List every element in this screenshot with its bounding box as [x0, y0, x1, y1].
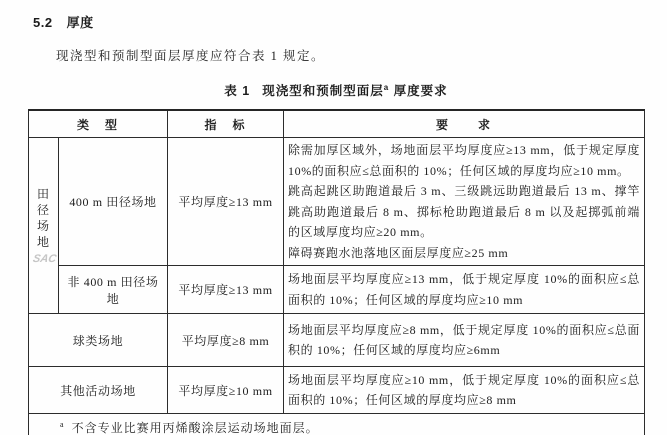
- requirement-paragraph: 除需加厚区域外，场地面层平均厚度应≥13 mm，低于规定厚度10%的面积应≤总面积的 10%；任何区域的厚度均应≥10 mm。: [288, 143, 641, 178]
- table-row: [29, 138, 645, 266]
- cell-indicator-non-400m-track: 平均厚度≥13 mm: [168, 266, 284, 314]
- sac-watermark-logo: SAC: [31, 253, 58, 265]
- table-caption-label: 表 1: [224, 84, 251, 98]
- cell-requirement-ball-courts: [284, 314, 645, 367]
- cell-indicator-other-activity: 平均厚度≥10 mm: [168, 367, 284, 414]
- table-header-row: [29, 110, 645, 138]
- requirement-paragraph: 场地面层平均厚度应≥10 mm，低于规定厚度 10%的面积应≤总面积的 10%；任何区域的厚度均应≥8 mm: [288, 372, 641, 407]
- column-header-requirement: 要 求: [284, 110, 645, 138]
- requirement-paragraph: 障碍赛跑水池落地区面层厚度应≥25 mm: [288, 245, 509, 260]
- intro-paragraph: 现浇型和预制型面层厚度应符合表 1 规定。: [56, 49, 326, 63]
- row-group-track-field: [29, 138, 59, 314]
- section-heading: [33, 12, 667, 31]
- table-row: [29, 314, 645, 367]
- group-label-line: 场地: [36, 219, 50, 249]
- footnote-text: 不含专业比赛用丙烯酸涂层运动场地面层。: [71, 420, 319, 435]
- column-header-indicator: 指 标: [168, 110, 284, 138]
- cell-requirement-400m-track: [284, 138, 645, 266]
- table-caption: [28, 81, 644, 99]
- table-footnote: [29, 414, 645, 435]
- group-label-line: 田径: [36, 187, 50, 217]
- requirement-paragraph: 跳高起跳区助跑道最后 3 m、三级跳远助跑道最后 13 m、撑竿跳高助跑道最后 8 m、掷标枪助跑道最后 8 m 以及起掷弧前端的区域厚度均应≥20 mm。: [288, 184, 641, 239]
- cell-indicator-400m-track: 平均厚度≥13 mm: [168, 138, 284, 266]
- cell-requirement-non-400m-track: [284, 266, 645, 314]
- cell-type-ball-courts: 球类场地: [29, 314, 168, 367]
- cell-type-other-activity: 其他活动场地: [29, 367, 168, 414]
- table-footnote-row: [29, 414, 645, 435]
- cell-indicator-ball-courts: 平均厚度≥8 mm: [168, 314, 284, 367]
- section-title: 厚度: [66, 15, 94, 30]
- table-caption-title: 现浇型和预制型面层: [262, 84, 384, 98]
- column-header-type: 类 型: [29, 110, 168, 138]
- footnote-marker: a: [60, 419, 65, 429]
- requirement-paragraph: 场地面层平均厚度应≥8 mm，低于规定厚度 10%的面积应≤总面积的 10%；任何区域的厚度均应≥6mm: [288, 322, 641, 357]
- table-caption-footnote-marker: a: [383, 82, 390, 92]
- requirement-paragraph: 场地面层平均厚度应≥13 mm，低于规定厚度 10%的面积应≤总面积的 10%；任何区域的厚度均应≥10 mm: [288, 272, 641, 307]
- cell-requirement-other-activity: [284, 367, 645, 414]
- table-row: [29, 266, 645, 314]
- table-caption-title-suffix: 厚度要求: [389, 84, 448, 98]
- cell-type-non-400m-track: 非 400 m 田径场地: [59, 266, 168, 314]
- section-number: 5.2: [33, 15, 53, 30]
- thickness-requirements-table: [28, 109, 645, 435]
- cell-type-400m-track: 400 m 田径场地: [59, 138, 168, 266]
- table-row: [29, 367, 645, 414]
